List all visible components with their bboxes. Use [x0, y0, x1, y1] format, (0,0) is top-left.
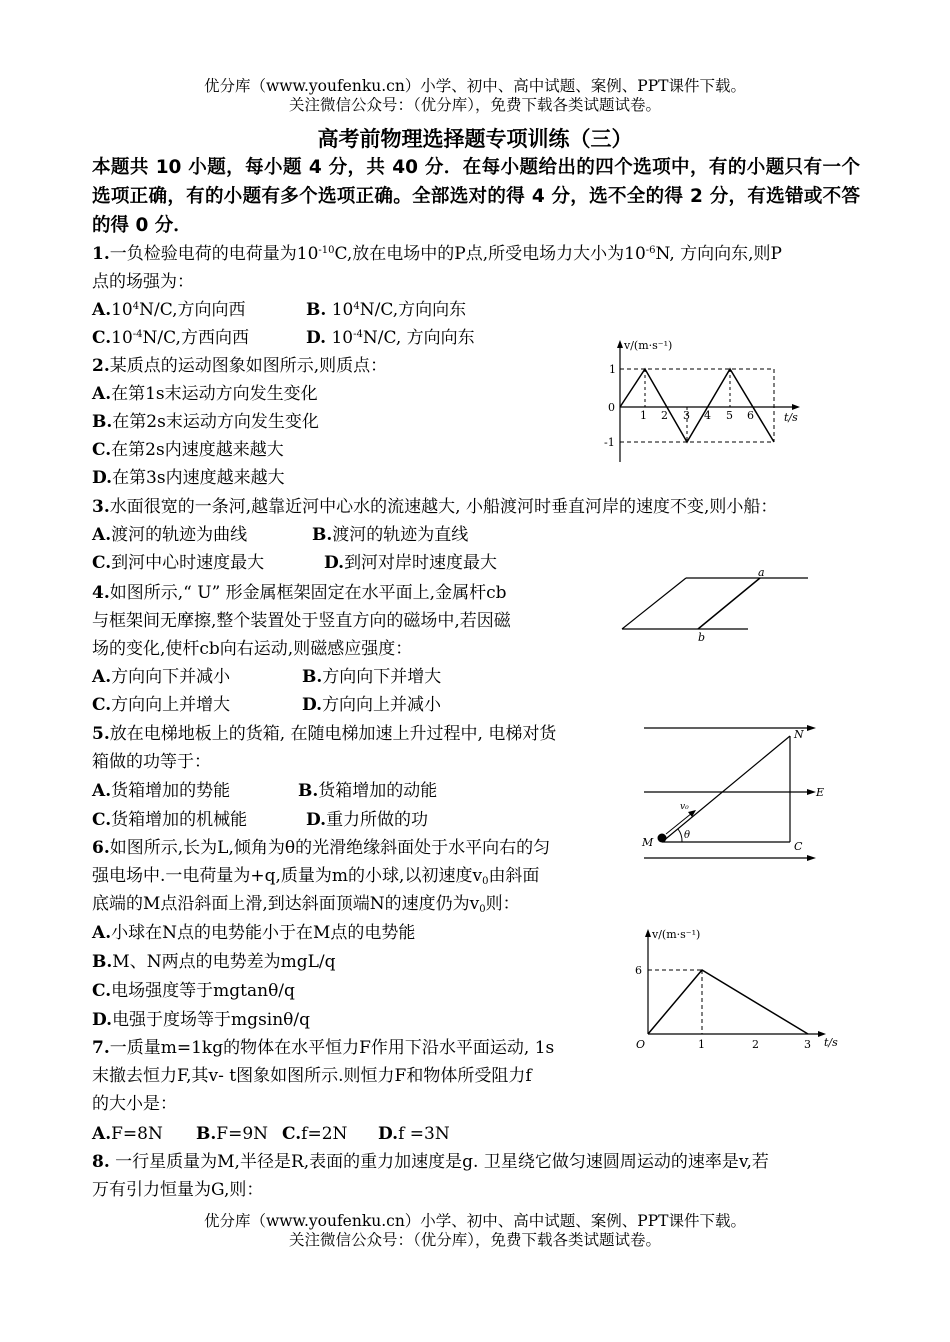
q2-x-label: t/s	[784, 411, 798, 424]
q6-stem-text-2: 强电场中.一电荷量为+q,质量为m的小球,以初速度v	[92, 866, 483, 886]
q7-vt-graph	[634, 926, 838, 1052]
q7-options	[92, 1120, 450, 1148]
q7-tick-x3: 3	[804, 1038, 811, 1051]
q5-option-b	[298, 781, 437, 801]
q7-velocity-line	[648, 970, 808, 1034]
q1-option-a-exp: 4	[132, 301, 140, 312]
q7-y-arrow	[645, 929, 651, 937]
q5-options-ab	[92, 777, 437, 805]
q5-option-c-letter: C.	[92, 810, 112, 830]
q8-number: 8.	[92, 1152, 110, 1172]
q5-option-b-letter: B.	[298, 781, 319, 801]
q6-option-a-text: 小球在N点的电势能小于在M点的电势能	[111, 923, 416, 943]
q6-charged-ball	[658, 834, 667, 843]
q6-option-c-letter: C.	[92, 981, 112, 1001]
q6-option-b-text: M、N两点的电势差为mgL/q	[112, 952, 336, 972]
q6-stem-sub-2: 0	[482, 876, 489, 887]
q6-stem-text-1: 如图所示,长为L,倾角为θ的光滑绝缘斜面处于水平向右的匀	[109, 838, 551, 858]
q8-stem-line-1	[92, 1148, 769, 1176]
q4-metal-rod	[698, 578, 760, 629]
q1-option-b	[306, 300, 466, 320]
q8-stem-text-1: 一行星质量为M,半径是R,表面的重力加速度是g. 卫星绕它做匀速圆周运动的速率是v,若	[109, 1152, 769, 1172]
q4-u-frame-figure	[618, 566, 813, 642]
q4-label-a: a	[758, 566, 765, 579]
q5-stem-line-1	[92, 720, 556, 748]
q3-number: 3.	[92, 497, 110, 517]
q7-tick-x1: 1	[698, 1038, 705, 1051]
q7-option-c	[282, 1120, 378, 1148]
q6-option-a	[92, 919, 415, 947]
q2-tick-x1: 1	[640, 409, 647, 422]
q5-option-c-text: 货箱增加的机械能	[111, 810, 248, 830]
q7-option-d	[378, 1124, 450, 1144]
q6-field-arrow-bottom	[807, 855, 816, 861]
q2-option-d	[92, 464, 285, 492]
q4-options-cd	[92, 691, 441, 719]
q5-option-d-text: 重力所做的功	[326, 810, 429, 830]
q6-option-d-text: 电强于度场等于mgsinθ/q	[112, 1010, 311, 1030]
q1-options-ab	[92, 296, 466, 324]
q6-incline-hypotenuse	[662, 736, 790, 842]
q7-y-label: v/(m·s⁻¹)	[652, 928, 701, 941]
q2-velocity-line	[620, 369, 774, 442]
q1-option-b-text: N/C,方向向东	[359, 300, 467, 320]
q4-option-d	[302, 695, 441, 715]
q5-number: 5.	[92, 724, 110, 744]
q4-option-c-letter: C.	[92, 695, 112, 715]
q5-stem-text-1: 放在电梯地板上的货箱, 在随电梯加速上升过程中, 电梯对货	[109, 724, 557, 744]
q1-option-c-text: N/C,方西向西	[142, 328, 249, 348]
q1-option-c-exp: -4	[132, 329, 143, 340]
q2-option-c	[92, 436, 284, 464]
q2-option-c-letter: C.	[92, 440, 112, 460]
q7-option-c-text: f=2N	[301, 1124, 348, 1144]
q4-option-b-letter: B.	[302, 667, 323, 687]
q3-option-d-letter: D.	[324, 553, 345, 573]
q4-number: 4.	[92, 583, 110, 603]
q3-stem	[92, 493, 777, 521]
q7-stem-text-1: 一质量m=1kg的物体在水平恒力F作用下沿水平面运动, 1s	[109, 1038, 555, 1058]
q5-stem-line-2: 箱做的功等于：	[92, 752, 211, 772]
q7-stem-line-1	[92, 1034, 554, 1062]
q1-exp-1: -10	[318, 245, 335, 256]
q1-stem-line-2: 点的场强为：	[92, 272, 194, 292]
q6-stem-line-2	[92, 862, 539, 890]
q2-option-a-letter: A.	[92, 384, 112, 404]
q5-option-d	[306, 810, 428, 830]
q4-label-b: b	[698, 631, 706, 644]
q3-option-c-letter: C.	[92, 553, 112, 573]
q6-stem-text-3: 底端的M点沿斜面上滑,到达斜面顶端N的速度仍为v	[92, 894, 480, 914]
q6-stem-text-3b: 则：	[485, 894, 520, 914]
q2-tick-x2: 2	[661, 409, 668, 422]
q4-option-b	[302, 667, 441, 687]
q2-option-c-text: 在第2s内速度越来越大	[111, 440, 284, 460]
q1-option-d	[306, 328, 475, 348]
q1-option-a-text: N/C,方向向西	[139, 300, 246, 320]
q3-option-b-text: 渡河的轨迹为直线	[332, 525, 469, 545]
q5-options-cd	[92, 806, 428, 834]
q6-stem-text-2b: 由斜面	[488, 866, 540, 886]
q6-label-e: E	[816, 786, 825, 799]
q7-option-a	[92, 1120, 196, 1148]
q7-option-b	[196, 1120, 282, 1148]
q7-x-label: t/s	[824, 1036, 838, 1049]
q3-option-a-text: 渡河的轨迹为曲线	[111, 525, 248, 545]
q8-stem-line-2: 万有引力恒量为G,则：	[92, 1180, 264, 1200]
q1-option-b-exp: 4	[353, 301, 360, 312]
q5-option-b-text: 货箱增加的动能	[318, 781, 438, 801]
q6-option-c	[92, 977, 295, 1005]
q1-number: 1.	[92, 244, 110, 264]
q4-option-c	[92, 691, 302, 719]
q6-label-c: C	[794, 840, 803, 853]
q2-option-b-text: 在第2s末运动方向发生变化	[112, 412, 319, 432]
q7-stem-line-3: 的大小是：	[92, 1094, 177, 1114]
q2-y-label: v/(m·s⁻¹)	[624, 339, 673, 352]
q3-option-b-letter: B.	[312, 525, 333, 545]
q6-v0-arrow	[688, 810, 696, 817]
q1-option-c-letter: C.	[92, 328, 112, 348]
q3-option-d	[324, 553, 497, 573]
q1-option-d-base: 10	[331, 328, 354, 348]
q6-option-d-letter: D.	[92, 1010, 113, 1030]
q6-label-v0: v₀	[680, 802, 689, 812]
q1-options-cd	[92, 324, 475, 352]
q2-option-b-letter: B.	[92, 412, 113, 432]
q2-option-a-text: 在第1s末运动方向发生变化	[111, 384, 318, 404]
q1-option-d-text: N/C, 方向向东	[362, 328, 475, 348]
header-line-1: 优分库（www.youfenku.cn）小学、初中、高中试题、案例、PPT课件下载。	[203, 77, 747, 95]
q7-option-d-text: f =3N	[398, 1124, 450, 1144]
q2-option-d-letter: D.	[92, 468, 113, 488]
header-line-2: 关注微信公众号：（优分库），免费下载各类试题试卷。	[288, 96, 661, 114]
q1-option-c	[92, 324, 306, 352]
q1-text-3: N, 方向向东,则P	[655, 244, 782, 264]
q7-number: 7.	[92, 1038, 110, 1058]
q3-options-cd	[92, 549, 497, 577]
q6-field-arrow-middle	[807, 789, 816, 795]
q7-tick-x2: 2	[752, 1038, 759, 1051]
q4-options-ab	[92, 663, 441, 691]
q2-option-b	[92, 408, 319, 436]
q6-option-d	[92, 1006, 310, 1034]
q6-label-m: M	[642, 836, 654, 849]
q6-field-arrow-top	[807, 725, 816, 731]
q2-stem-text: 某质点的运动图象如图所示,则质点：	[109, 356, 388, 376]
q4-option-b-text: 方向向下并增大	[322, 667, 442, 687]
q1-text-1: 一负检验电荷的电荷量为10	[109, 244, 319, 264]
instructions: 本题共 10 小题，每小题 4 分，共 40 分．在每小题给出的四个选项中，有的小题只有一个选项正确，有的小题有多个选项正确。全部选对的得 4 分，选不全的得 2 分，有选错或不答的得 0 分．	[92, 157, 860, 236]
q6-incline-figure	[640, 722, 825, 864]
q7-tick-y6: 6	[635, 964, 642, 977]
footer-line-1: 优分库（www.youfenku.cn）小学、初中、高中试题、案例、PPT课件下载。	[203, 1212, 747, 1230]
q2-tick-x4: 4	[704, 409, 711, 422]
q6-label-theta: θ	[684, 830, 691, 841]
q2-tick-x3: 3	[683, 409, 690, 422]
q7-option-c-letter: C.	[282, 1124, 302, 1144]
footer-line-2: 关注微信公众号：（优分库），免费下载各类试题试卷。	[288, 1231, 661, 1249]
q1-option-a-letter: A.	[92, 300, 112, 320]
q6-stem-line-1	[92, 834, 550, 862]
q1-option-d-exp: -4	[353, 329, 363, 340]
q6-option-b	[92, 948, 335, 976]
q1-option-d-letter: D.	[306, 328, 327, 348]
q6-number: 6.	[92, 838, 110, 858]
q2-tick-x5: 5	[726, 409, 733, 422]
q3-stem-text: 水面很宽的一条河,越靠近河中心水的流速越大, 小船渡河时垂直河岸的速度不变,则小船：	[109, 497, 778, 517]
q5-option-c	[92, 806, 306, 834]
page-title: 高考前物理选择题专项训练（三）	[317, 127, 633, 151]
q7-stem-line-2: 末撤去恒力F,其v- t图象如图所示.则恒力F和物体所受阻力f	[92, 1066, 532, 1086]
q7-origin: O	[636, 1038, 646, 1051]
q1-exp-2: -6	[645, 245, 656, 256]
q4-stem-line-3: 场的变化,使杆cb向右运动,则磁感应强度：	[92, 639, 413, 659]
q1-text-2: C,放在电场中的P点,所受电场力大小为10	[334, 244, 646, 264]
q6-option-a-letter: A.	[92, 923, 112, 943]
q6-label-n: N	[794, 728, 804, 741]
q3-option-c	[92, 549, 324, 577]
q5-option-a-text: 货箱增加的势能	[111, 781, 231, 801]
q6-stem-sub-3: 0	[479, 904, 486, 915]
q1-option-b-letter: B.	[306, 300, 327, 320]
q1-stem-line-1	[92, 240, 782, 268]
q7-option-d-letter: D.	[378, 1124, 399, 1144]
q1-option-a	[92, 296, 306, 324]
q2-number: 2.	[92, 356, 110, 376]
q1-option-a-base: 10	[111, 300, 133, 320]
q2-tick-ym1: -1	[604, 436, 615, 449]
q2-tick-x6: 6	[747, 409, 754, 422]
q2-tick-y0: 0	[608, 401, 615, 414]
q4-option-a-text: 方向向下并减小	[111, 667, 231, 687]
q6-theta-arc	[678, 829, 682, 842]
q2-stem	[92, 352, 387, 380]
q3-option-d-text: 到河对岸时速度最大	[344, 553, 498, 573]
q6-option-c-text: 电场强度等于mgtanθ/q	[111, 981, 295, 1001]
q4-frame-end	[622, 578, 686, 629]
q2-tick-y1: 1	[609, 363, 616, 376]
q1-option-c-base: 10	[111, 328, 133, 348]
q5-option-a	[92, 777, 298, 805]
q5-option-d-letter: D.	[306, 810, 327, 830]
q3-option-a-letter: A.	[92, 525, 112, 545]
q7-option-b-letter: B.	[196, 1124, 217, 1144]
q3-option-b	[312, 525, 468, 545]
q6-stem-line-3	[92, 890, 520, 918]
q4-option-d-text: 方向向上并减小	[322, 695, 442, 715]
q5-option-a-letter: A.	[92, 781, 112, 801]
q4-option-a	[92, 663, 302, 691]
q4-option-d-letter: D.	[302, 695, 323, 715]
q2-option-d-text: 在第3s内速度越来越大	[112, 468, 285, 488]
q2-option-a	[92, 380, 318, 408]
q4-option-c-text: 方向向上并增大	[111, 695, 231, 715]
q2-y-arrow	[617, 340, 623, 348]
q4-stem-line-1	[92, 579, 506, 607]
q2-x-arrow	[792, 404, 800, 410]
q2-vt-graph	[604, 338, 804, 468]
q7-option-a-letter: A.	[92, 1124, 112, 1144]
q7-option-b-text: F=9N	[216, 1124, 269, 1144]
q4-stem-line-2: 与框架间无摩擦,整个装置处于竖直方向的磁场中,若因磁	[92, 611, 511, 631]
q4-option-a-letter: A.	[92, 667, 112, 687]
q3-option-a	[92, 521, 312, 549]
q1-option-b-base: 10	[331, 300, 354, 320]
q3-options-ab	[92, 521, 468, 549]
q3-option-c-text: 到河中心时速度最大	[111, 553, 265, 573]
q4-stem-text-1: 如图所示,“ U” 形金属框架固定在水平面上,金属杆cb	[109, 583, 507, 603]
q7-option-a-text: F=8N	[111, 1124, 163, 1144]
q6-option-b-letter: B.	[92, 952, 113, 972]
